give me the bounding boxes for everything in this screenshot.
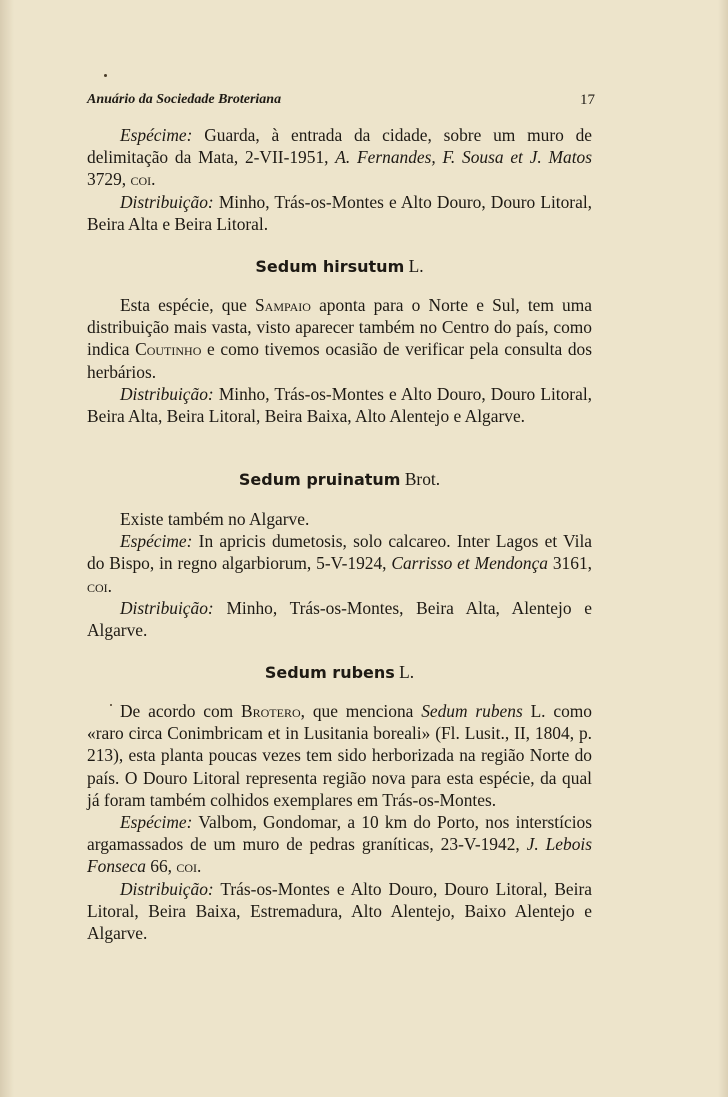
distribution-paragraph: Distribuição: Minho, Trás-os-Montes e Alto Douro, Douro Litoral, Beira Alta, Beira Litoral, Beira Baixa, Alto Alentejo e Algarve. [87, 383, 592, 427]
species-author: Brot. [404, 469, 441, 489]
distribution-paragraph: Distribuição: Trás-os-Montes e Alto Douro, Douro Litoral, Beira Litoral, Beira Baixa, Estremadura, Alto Alentejo, Baixo Alentejo e Algarve. [87, 878, 592, 944]
running-header [87, 92, 595, 112]
intro-paragraph: De acordo com Brotero, que menciona Sedum rubens L. como «raro circa Conimbricam et in Lusitania boreali» (Fl. Lusit., II, 1804, p. 213), esta planta poucas vezes tem sido herborizada na região Norte do país. O Douro Litoral representa região nova para esta espécie, da qual já foram também colhidos exemplares em Trás-os-Montes. [87, 701, 592, 810]
section-heading-sedum-rubens [87, 662, 592, 683]
specimen-label: Espécime: [120, 531, 193, 552]
species-italic: Sedum rubens [421, 701, 523, 721]
continuation-block [87, 124, 592, 235]
species-name: Sedum hirsutum [255, 257, 405, 276]
author-reference: Coutinho [135, 339, 202, 360]
section-body-sedum-rubens [87, 700, 592, 944]
herbarium-code: coi. [176, 856, 202, 877]
species-author: L. [408, 256, 424, 276]
author-reference: Brotero [241, 701, 301, 721]
distribution-label: Distribuição: [120, 878, 214, 899]
section-heading-sedum-pruinatum [87, 469, 592, 490]
journal-title: Anuário da Sociedade Broteriana [87, 92, 282, 107]
specimen-paragraph: Espécime: In apricis dumetosis, solo calcareo. Inter Lagos et Vila do Bispo, in regno algarbiorum, 5-V-1924, Carrisso et Mendonça 3161, coi. [87, 531, 592, 596]
specimen-paragraph: Espécime: Valbom, Gondomar, a 10 km do Porto, nos interstícios argamassados de um muro de pedras graníticas, 23-V-1942, J. Lebois Fonseca 66, coi. [87, 812, 592, 877]
section-heading-sedum-hirsutum [87, 256, 592, 277]
collectors: Carrisso et Mendonça [391, 553, 548, 574]
paper-speck [110, 704, 112, 706]
section-body-sedum-pruinatum [87, 508, 592, 641]
specimen-label: Espécime: [120, 812, 193, 833]
species-author: L. [399, 662, 415, 682]
paper-speck [104, 74, 107, 77]
specimen-label: Espécime: [120, 125, 193, 145]
intro-paragraph: Esta espécie, que Sampaio aponta para o Norte e Sul, tem uma distribuição mais vasta, visto aparecer também no Centro do país, como indica Coutinho e como tivemos ocasião de verificar pela consulta dos herbários. [87, 295, 592, 382]
distribution-label: Distribuição: [120, 383, 214, 404]
herbarium-code: coi. [130, 169, 156, 190]
intro-paragraph: Existe também no Algarve. [120, 509, 310, 529]
distribution-label: Distribuição: [120, 597, 214, 618]
species-name: Sedum pruinatum [238, 470, 401, 489]
specimen-paragraph: Espécime: Guarda, à entrada da cidade, sobre um muro de delimitação da Mata, 2-VII-1951, A. Fernandes, F. Sousa et J. Matos 3729, coi. [87, 125, 592, 190]
distribution-paragraph: Distribuição: Minho, Trás-os-Montes, Beira Alta, Alentejo e Algarve. [87, 597, 592, 641]
herbarium-code: coi. [87, 575, 113, 596]
collectors: A. Fernandes, F. Sousa et J. Matos [335, 147, 592, 168]
page-number: 17 [580, 92, 595, 108]
species-name: Sedum rubens [264, 663, 395, 682]
distribution-label: Distribuição: [120, 191, 214, 212]
collectors: J. Lebois Fonseca [87, 834, 592, 877]
distribution-paragraph: Distribuição: Minho, Trás-os-Montes e Alto Douro, Douro Litoral, Beira Alta e Beira Litoral. [87, 191, 592, 234]
author-reference: Sampaio [255, 295, 311, 315]
section-body-sedum-hirsutum [87, 294, 592, 427]
